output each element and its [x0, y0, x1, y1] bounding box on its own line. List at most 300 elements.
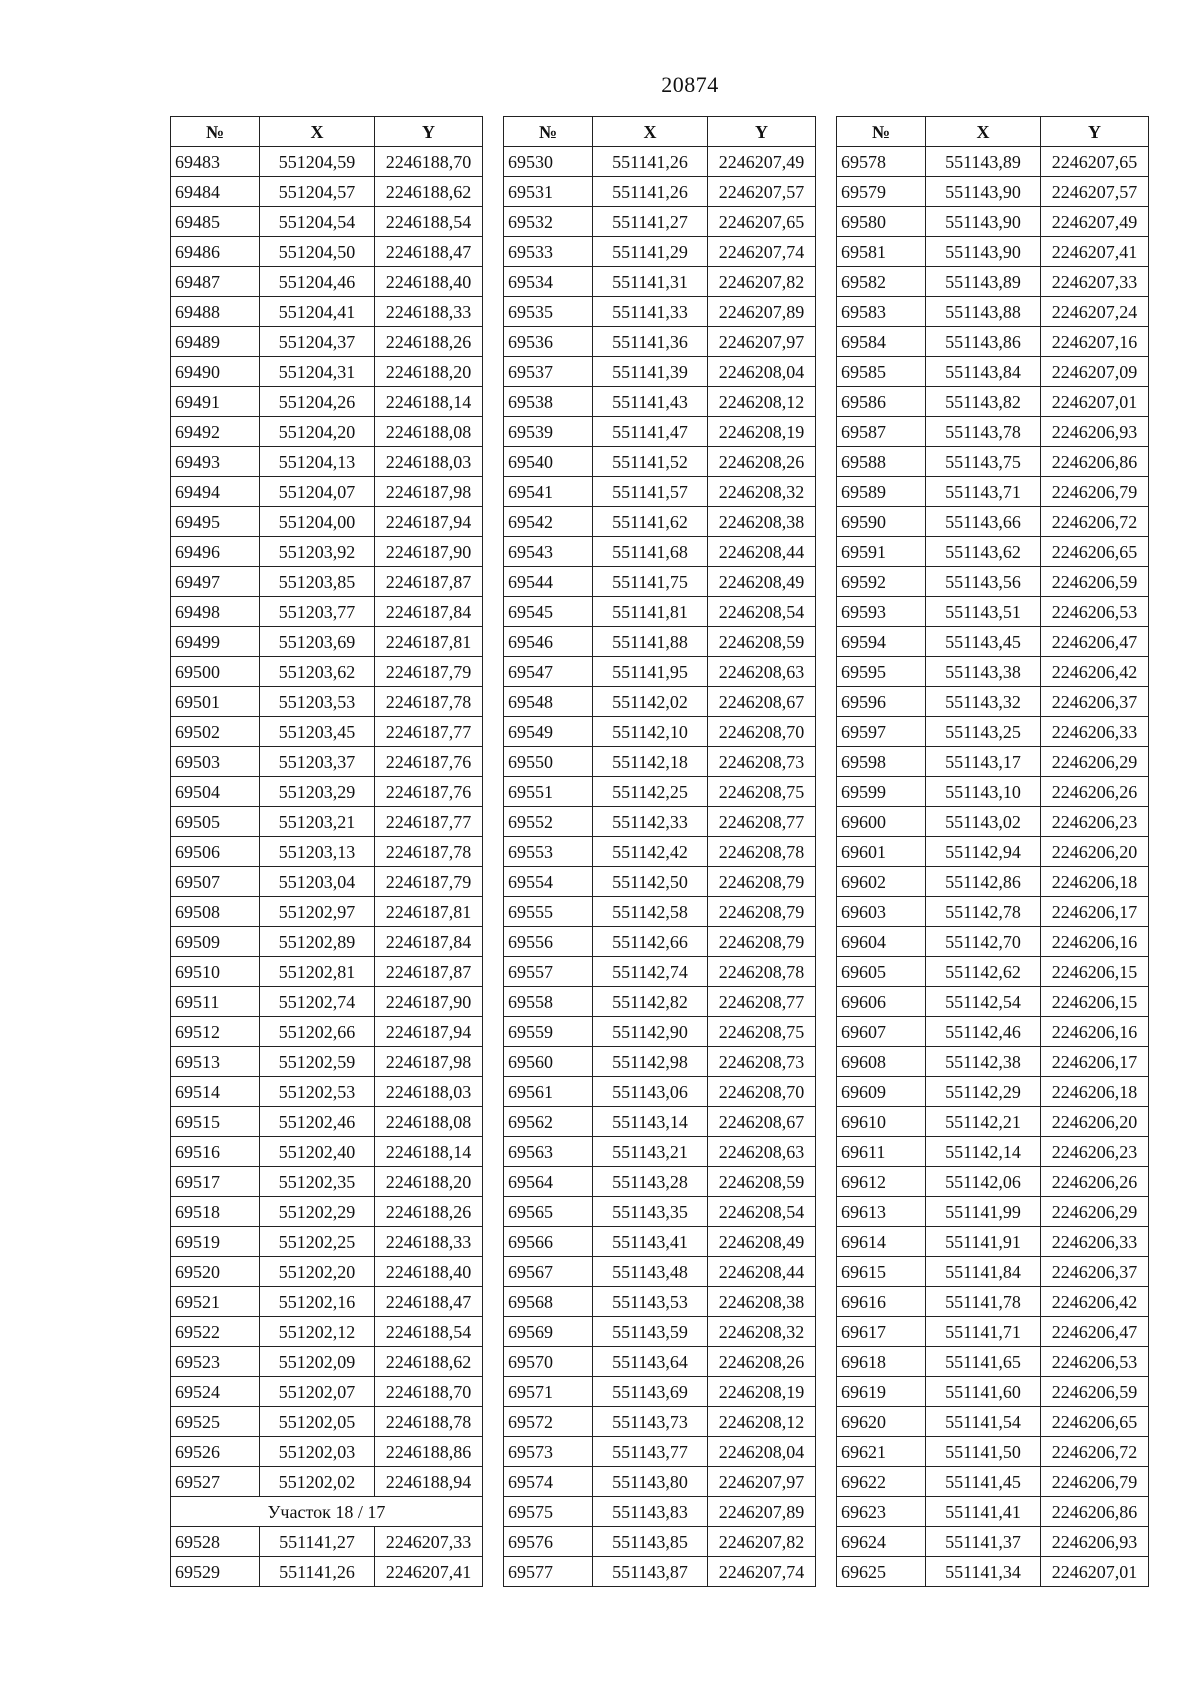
point-number: 69544: [504, 567, 593, 597]
table-row: [504, 1017, 816, 1047]
y-coordinate: 2246206,26: [1041, 777, 1149, 807]
table-row: [504, 327, 816, 357]
y-coordinate: 2246206,65: [1041, 1407, 1149, 1437]
table-row: [171, 267, 483, 297]
table-row: [837, 867, 1149, 897]
header-y: Y: [375, 117, 483, 147]
table-row: [837, 1347, 1149, 1377]
y-coordinate: 2246187,78: [375, 687, 483, 717]
point-number: 69595: [837, 657, 926, 687]
table-row: [171, 1557, 483, 1587]
x-coordinate: 551141,26: [260, 1557, 375, 1587]
x-coordinate: 551143,56: [926, 567, 1041, 597]
table-row: [837, 837, 1149, 867]
table-row: [171, 1317, 483, 1347]
table-row: [171, 507, 483, 537]
x-coordinate: 551142,06: [926, 1167, 1041, 1197]
x-coordinate: 551141,84: [926, 1257, 1041, 1287]
table-row: [504, 147, 816, 177]
x-coordinate: 551141,41: [926, 1497, 1041, 1527]
table-row: [504, 717, 816, 747]
table-header-row: [837, 117, 1149, 147]
y-coordinate: 2246207,97: [708, 327, 816, 357]
point-number: 69624: [837, 1527, 926, 1557]
table-row: [837, 597, 1149, 627]
x-coordinate: 551143,88: [926, 297, 1041, 327]
table-row: [171, 777, 483, 807]
point-number: 69491: [171, 387, 260, 417]
y-coordinate: 2246208,19: [708, 417, 816, 447]
x-coordinate: 551204,50: [260, 237, 375, 267]
x-coordinate: 551202,16: [260, 1287, 375, 1317]
x-coordinate: 551204,59: [260, 147, 375, 177]
x-coordinate: 551142,58: [593, 897, 708, 927]
point-number: 69505: [171, 807, 260, 837]
table-row: [504, 417, 816, 447]
x-coordinate: 551142,90: [593, 1017, 708, 1047]
x-coordinate: 551202,66: [260, 1017, 375, 1047]
table-row: [837, 717, 1149, 747]
table-row: [837, 1197, 1149, 1227]
x-coordinate: 551204,07: [260, 477, 375, 507]
y-coordinate: 2246187,98: [375, 477, 483, 507]
x-coordinate: 551141,99: [926, 1197, 1041, 1227]
header-num: №: [837, 117, 926, 147]
table-row: [171, 717, 483, 747]
y-coordinate: 2246207,33: [375, 1527, 483, 1557]
point-number: 69603: [837, 897, 926, 927]
point-number: 69572: [504, 1407, 593, 1437]
y-coordinate: 2246208,70: [708, 1077, 816, 1107]
point-number: 69582: [837, 267, 926, 297]
x-coordinate: 551142,70: [926, 927, 1041, 957]
x-coordinate: 551202,81: [260, 957, 375, 987]
x-coordinate: 551143,84: [926, 357, 1041, 387]
x-coordinate: 551141,43: [593, 387, 708, 417]
y-coordinate: 2246207,33: [1041, 267, 1149, 297]
y-coordinate: 2246208,04: [708, 1437, 816, 1467]
table-row: [837, 1527, 1149, 1557]
y-coordinate: 2246208,70: [708, 717, 816, 747]
point-number: 69578: [837, 147, 926, 177]
point-number: 69591: [837, 537, 926, 567]
y-coordinate: 2246208,79: [708, 927, 816, 957]
point-number: 69625: [837, 1557, 926, 1587]
x-coordinate: 551202,20: [260, 1257, 375, 1287]
table-row: [837, 357, 1149, 387]
y-coordinate: 2246206,93: [1041, 417, 1149, 447]
x-coordinate: 551141,54: [926, 1407, 1041, 1437]
table-row: [504, 1557, 816, 1587]
point-number: 69584: [837, 327, 926, 357]
point-number: 69602: [837, 867, 926, 897]
y-coordinate: 2246187,84: [375, 927, 483, 957]
point-number: 69556: [504, 927, 593, 957]
table-row: [837, 567, 1149, 597]
x-coordinate: 551141,26: [593, 177, 708, 207]
x-coordinate: 551204,00: [260, 507, 375, 537]
point-number: 69571: [504, 1377, 593, 1407]
x-coordinate: 551141,29: [593, 237, 708, 267]
x-coordinate: 551141,75: [593, 567, 708, 597]
point-number: 69570: [504, 1347, 593, 1377]
y-coordinate: 2246187,79: [375, 657, 483, 687]
table-row: [837, 1317, 1149, 1347]
point-number: 69590: [837, 507, 926, 537]
y-coordinate: 2246208,38: [708, 1287, 816, 1317]
table-row: [504, 1377, 816, 1407]
point-number: 69614: [837, 1227, 926, 1257]
table-body: [504, 147, 816, 1587]
table-row: [171, 687, 483, 717]
point-number: 69490: [171, 357, 260, 387]
point-number: 69623: [837, 1497, 926, 1527]
table-row: [171, 897, 483, 927]
header-x: X: [926, 117, 1041, 147]
x-coordinate: 551141,65: [926, 1347, 1041, 1377]
point-number: 69545: [504, 597, 593, 627]
point-number: 69541: [504, 477, 593, 507]
x-coordinate: 551204,54: [260, 207, 375, 237]
table-row: [837, 1047, 1149, 1077]
x-coordinate: 551143,80: [593, 1467, 708, 1497]
x-coordinate: 551141,27: [260, 1527, 375, 1557]
table-row: [837, 1077, 1149, 1107]
table-row: [504, 927, 816, 957]
point-number: 69504: [171, 777, 260, 807]
x-coordinate: 551142,21: [926, 1107, 1041, 1137]
point-number: 69601: [837, 837, 926, 867]
table-row: [171, 987, 483, 1017]
table-row: [504, 687, 816, 717]
x-coordinate: 551204,13: [260, 447, 375, 477]
table-row: [171, 1077, 483, 1107]
y-coordinate: 2246206,16: [1041, 927, 1149, 957]
table-row: [837, 1497, 1149, 1527]
table-row: [171, 327, 483, 357]
y-coordinate: 2246207,82: [708, 267, 816, 297]
table-row: [504, 1317, 816, 1347]
y-coordinate: 2246208,63: [708, 1137, 816, 1167]
table-row: [504, 387, 816, 417]
y-coordinate: 2246206,33: [1041, 1227, 1149, 1257]
point-number: 69513: [171, 1047, 260, 1077]
table-row: [837, 1017, 1149, 1047]
table-row: [837, 1407, 1149, 1437]
y-coordinate: 2246208,78: [708, 957, 816, 987]
point-number: 69587: [837, 417, 926, 447]
point-number: 69560: [504, 1047, 593, 1077]
y-coordinate: 2246188,26: [375, 1197, 483, 1227]
x-coordinate: 551202,05: [260, 1407, 375, 1437]
y-coordinate: 2246206,23: [1041, 807, 1149, 837]
point-number: 69531: [504, 177, 593, 207]
table-row: [171, 1107, 483, 1137]
y-coordinate: 2246207,82: [708, 1527, 816, 1557]
y-coordinate: 2246207,49: [708, 147, 816, 177]
point-number: 69596: [837, 687, 926, 717]
point-number: 69566: [504, 1227, 593, 1257]
y-coordinate: 2246208,49: [708, 567, 816, 597]
table-row: [504, 777, 816, 807]
point-number: 69498: [171, 597, 260, 627]
point-number: 69609: [837, 1077, 926, 1107]
y-coordinate: 2246208,44: [708, 537, 816, 567]
table-row: [171, 1467, 483, 1497]
table-row: [171, 147, 483, 177]
y-coordinate: 2246187,94: [375, 1017, 483, 1047]
x-coordinate: 551204,20: [260, 417, 375, 447]
x-coordinate: 551141,36: [593, 327, 708, 357]
coordinates-table-2: [503, 116, 816, 1587]
y-coordinate: 2246208,12: [708, 1407, 816, 1437]
x-coordinate: 551143,85: [593, 1527, 708, 1557]
table-row: [171, 657, 483, 687]
table-row: [837, 747, 1149, 777]
table-row: [837, 267, 1149, 297]
y-coordinate: 2246206,42: [1041, 1287, 1149, 1317]
y-coordinate: 2246206,18: [1041, 867, 1149, 897]
x-coordinate: 551143,53: [593, 1287, 708, 1317]
table-row: [504, 1167, 816, 1197]
x-coordinate: 551202,25: [260, 1227, 375, 1257]
table-row: [504, 957, 816, 987]
x-coordinate: 551143,51: [926, 597, 1041, 627]
y-coordinate: 2246208,32: [708, 477, 816, 507]
point-number: 69579: [837, 177, 926, 207]
x-coordinate: 551143,35: [593, 1197, 708, 1227]
y-coordinate: 2246206,20: [1041, 1107, 1149, 1137]
table-row: [504, 357, 816, 387]
y-coordinate: 2246188,33: [375, 1227, 483, 1257]
y-coordinate: 2246206,18: [1041, 1077, 1149, 1107]
x-coordinate: 551141,68: [593, 537, 708, 567]
coordinates-table-3: [836, 116, 1149, 1587]
x-coordinate: 551143,14: [593, 1107, 708, 1137]
point-number: 69613: [837, 1197, 926, 1227]
y-coordinate: 2246207,74: [708, 1557, 816, 1587]
y-coordinate: 2246188,47: [375, 237, 483, 267]
point-number: 69565: [504, 1197, 593, 1227]
x-coordinate: 551141,31: [593, 267, 708, 297]
x-coordinate: 551202,02: [260, 1467, 375, 1497]
section-label: Участок 18 / 17: [171, 1497, 483, 1527]
y-coordinate: 2246188,40: [375, 1257, 483, 1287]
point-number: 69502: [171, 717, 260, 747]
point-number: 69561: [504, 1077, 593, 1107]
y-coordinate: 2246208,04: [708, 357, 816, 387]
y-coordinate: 2246206,79: [1041, 477, 1149, 507]
y-coordinate: 2246207,89: [708, 1497, 816, 1527]
x-coordinate: 551141,60: [926, 1377, 1041, 1407]
x-coordinate: 551143,82: [926, 387, 1041, 417]
table-row: [837, 777, 1149, 807]
x-coordinate: 551202,12: [260, 1317, 375, 1347]
point-number: 69559: [504, 1017, 593, 1047]
point-number: 69615: [837, 1257, 926, 1287]
table-row: [837, 627, 1149, 657]
x-coordinate: 551203,77: [260, 597, 375, 627]
y-coordinate: 2246208,73: [708, 1047, 816, 1077]
point-number: 69598: [837, 747, 926, 777]
table-row: [171, 597, 483, 627]
y-coordinate: 2246207,57: [708, 177, 816, 207]
x-coordinate: 551142,14: [926, 1137, 1041, 1167]
point-number: 69563: [504, 1137, 593, 1167]
y-coordinate: 2246207,41: [1041, 237, 1149, 267]
table-row: [837, 147, 1149, 177]
point-number: 69519: [171, 1227, 260, 1257]
point-number: 69495: [171, 507, 260, 537]
point-number: 69549: [504, 717, 593, 747]
table-row: [504, 207, 816, 237]
table-row: [504, 477, 816, 507]
x-coordinate: 551202,74: [260, 987, 375, 1017]
table-row: [504, 567, 816, 597]
table-row: [504, 807, 816, 837]
y-coordinate: 2246208,75: [708, 1017, 816, 1047]
table-row: [504, 297, 816, 327]
y-coordinate: 2246206,29: [1041, 747, 1149, 777]
page-number: 20874: [661, 72, 719, 97]
x-coordinate: 551203,62: [260, 657, 375, 687]
table-row: [171, 1197, 483, 1227]
table-body: [837, 147, 1149, 1587]
point-number: 69567: [504, 1257, 593, 1287]
header-x: X: [593, 117, 708, 147]
point-number: 69536: [504, 327, 593, 357]
table-row: [171, 447, 483, 477]
point-number: 69599: [837, 777, 926, 807]
point-number: 69534: [504, 267, 593, 297]
table-row: [837, 327, 1149, 357]
x-coordinate: 551203,29: [260, 777, 375, 807]
x-coordinate: 551203,92: [260, 537, 375, 567]
point-number: 69569: [504, 1317, 593, 1347]
y-coordinate: 2246208,49: [708, 1227, 816, 1257]
table-row: [171, 867, 483, 897]
table-row: [171, 1527, 483, 1557]
table-row: [837, 1287, 1149, 1317]
x-coordinate: 551143,64: [593, 1347, 708, 1377]
point-number: 69535: [504, 297, 593, 327]
point-number: 69612: [837, 1167, 926, 1197]
y-coordinate: 2246206,29: [1041, 1197, 1149, 1227]
x-coordinate: 551142,10: [593, 717, 708, 747]
point-number: 69574: [504, 1467, 593, 1497]
point-number: 69576: [504, 1527, 593, 1557]
x-coordinate: 551142,54: [926, 987, 1041, 1017]
x-coordinate: 551142,86: [926, 867, 1041, 897]
y-coordinate: 2246188,78: [375, 1407, 483, 1437]
table-body: [171, 147, 483, 1587]
table-row: [837, 477, 1149, 507]
y-coordinate: 2246208,73: [708, 747, 816, 777]
table-row: [504, 657, 816, 687]
point-number: 69586: [837, 387, 926, 417]
y-coordinate: 2246206,17: [1041, 897, 1149, 927]
x-coordinate: 551142,33: [593, 807, 708, 837]
point-number: 69600: [837, 807, 926, 837]
point-number: 69589: [837, 477, 926, 507]
x-coordinate: 551142,25: [593, 777, 708, 807]
x-coordinate: 551141,88: [593, 627, 708, 657]
x-coordinate: 551143,90: [926, 237, 1041, 267]
x-coordinate: 551143,71: [926, 477, 1041, 507]
point-number: 69548: [504, 687, 593, 717]
point-number: 69530: [504, 147, 593, 177]
point-number: 69493: [171, 447, 260, 477]
point-number: 69539: [504, 417, 593, 447]
y-coordinate: 2246188,08: [375, 417, 483, 447]
point-number: 69510: [171, 957, 260, 987]
y-coordinate: 2246208,12: [708, 387, 816, 417]
y-coordinate: 2246207,09: [1041, 357, 1149, 387]
point-number: 69503: [171, 747, 260, 777]
table-row: [837, 297, 1149, 327]
point-number: 69605: [837, 957, 926, 987]
x-coordinate: 551143,06: [593, 1077, 708, 1107]
point-number: 69484: [171, 177, 260, 207]
table-row: [171, 237, 483, 267]
y-coordinate: 2246187,76: [375, 747, 483, 777]
table-row: [171, 1017, 483, 1047]
y-coordinate: 2246188,26: [375, 327, 483, 357]
y-coordinate: 2246188,70: [375, 1377, 483, 1407]
table-row: [171, 297, 483, 327]
y-coordinate: 2246187,94: [375, 507, 483, 537]
table-row: [171, 417, 483, 447]
point-number: 69564: [504, 1167, 593, 1197]
table-row: [171, 1377, 483, 1407]
x-coordinate: 551202,40: [260, 1137, 375, 1167]
table-row: [171, 567, 483, 597]
y-coordinate: 2246208,54: [708, 597, 816, 627]
x-coordinate: 551141,78: [926, 1287, 1041, 1317]
x-coordinate: 551142,29: [926, 1077, 1041, 1107]
x-coordinate: 551202,53: [260, 1077, 375, 1107]
y-coordinate: 2246208,67: [708, 687, 816, 717]
table-row: [837, 687, 1149, 717]
point-number: 69594: [837, 627, 926, 657]
point-number: 69622: [837, 1467, 926, 1497]
y-coordinate: 2246208,79: [708, 897, 816, 927]
table-row: [171, 1227, 483, 1257]
table-row: [171, 747, 483, 777]
point-number: 69592: [837, 567, 926, 597]
x-coordinate: 551203,21: [260, 807, 375, 837]
table-row: [504, 597, 816, 627]
y-coordinate: 2246207,49: [1041, 207, 1149, 237]
table-row: [837, 207, 1149, 237]
x-coordinate: 551143,62: [926, 537, 1041, 567]
point-number: 69606: [837, 987, 926, 1017]
point-number: 69558: [504, 987, 593, 1017]
table-row: [504, 1077, 816, 1107]
x-coordinate: 551202,09: [260, 1347, 375, 1377]
y-coordinate: 2246206,26: [1041, 1167, 1149, 1197]
x-coordinate: 551141,91: [926, 1227, 1041, 1257]
point-number: 69485: [171, 207, 260, 237]
x-coordinate: 551141,57: [593, 477, 708, 507]
point-number: 69543: [504, 537, 593, 567]
point-number: 69492: [171, 417, 260, 447]
y-coordinate: 2246206,20: [1041, 837, 1149, 867]
table-row: [837, 1377, 1149, 1407]
x-coordinate: 551141,95: [593, 657, 708, 687]
x-coordinate: 551202,46: [260, 1107, 375, 1137]
x-coordinate: 551143,32: [926, 687, 1041, 717]
